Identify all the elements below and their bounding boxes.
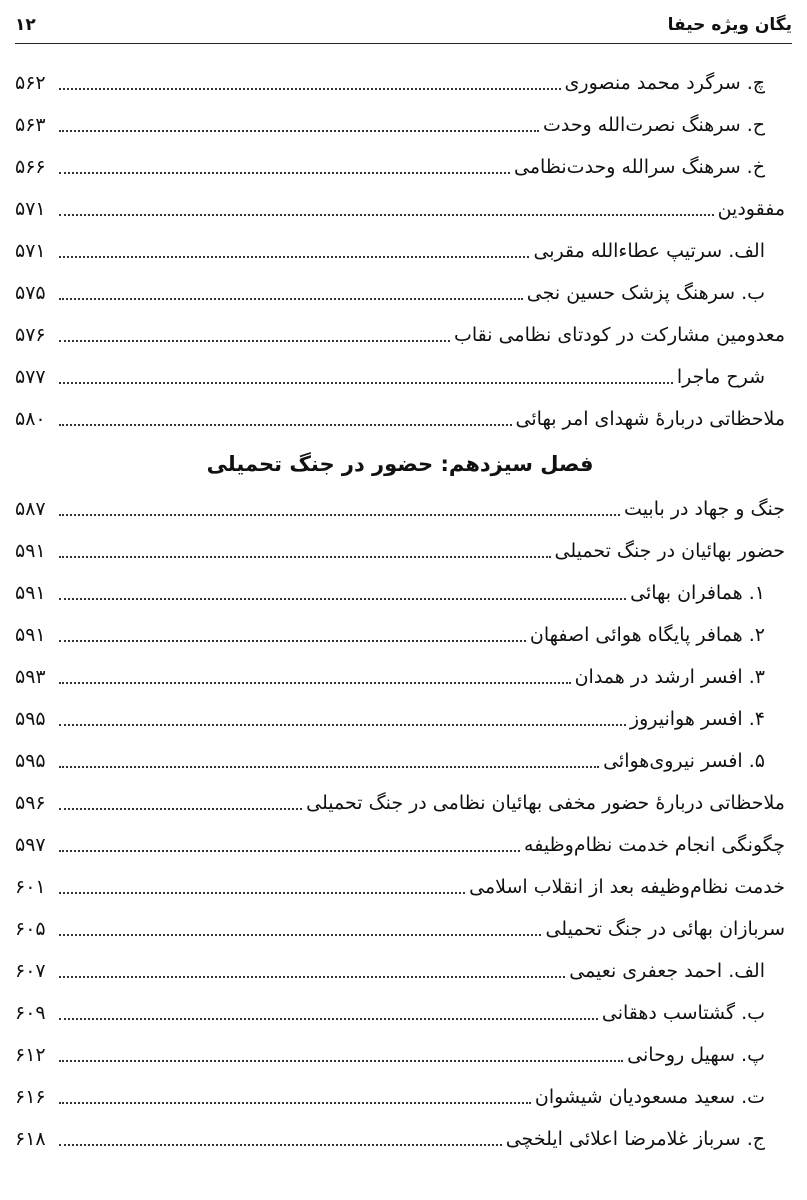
toc-entry-page: ۵۷۱ — [15, 198, 46, 220]
page-number: ۱۲ — [15, 15, 36, 35]
toc-entry-page: ۶۰۷ — [15, 960, 46, 982]
toc-entry-page: ۵۶۲ — [15, 72, 46, 94]
toc-entry — [15, 230, 785, 272]
toc-entry — [15, 908, 785, 950]
toc-entry-page: ۵۹۱ — [15, 582, 46, 604]
toc-entry-title: ۳. افسر ارشد در همدان — [574, 666, 765, 688]
toc-entry-page: ۶۰۱ — [15, 876, 46, 898]
toc-entry — [15, 1034, 785, 1076]
dot-leader — [59, 88, 561, 90]
dot-leader — [59, 640, 526, 642]
toc-entry — [15, 356, 785, 398]
toc-entry — [15, 1118, 785, 1160]
toc-entry-title: ب. سرهنگ پزشک حسین نجی — [526, 282, 765, 304]
toc-entry-page: ۵۹۱ — [15, 624, 46, 646]
dot-leader — [59, 724, 626, 726]
toc-entry-title: خدمت نظام‌وظیفه بعد از انقلاب اسلامی — [469, 876, 785, 898]
toc-entry-title: ۵. افسر نیروی‌هوائی — [603, 750, 765, 772]
dot-leader — [59, 934, 541, 936]
toc-entry-page: ۵۷۷ — [15, 366, 46, 388]
toc-entry-page: ۵۹۶ — [15, 792, 46, 814]
toc-group-b — [15, 488, 785, 1160]
toc-entry — [15, 824, 785, 866]
running-title: یگان ویژه حیفا — [667, 15, 792, 35]
toc-entry — [15, 62, 785, 104]
toc-group-a — [15, 62, 785, 440]
toc-entry — [15, 488, 785, 530]
toc-entry-title: شرح ماجرا — [676, 366, 765, 388]
toc-entry-title: الف. احمد جعفری نعیمی — [569, 960, 765, 982]
toc-entry-page: ۶۰۹ — [15, 1002, 46, 1024]
dot-leader — [59, 130, 539, 132]
toc-entry-page: ۵۷۱ — [15, 240, 46, 262]
toc-entry — [15, 1076, 785, 1118]
dot-leader — [59, 766, 599, 768]
dot-leader — [59, 514, 620, 516]
toc-entry — [15, 950, 785, 992]
header-divider — [15, 43, 792, 44]
toc-entry-page: ۵۶۶ — [15, 156, 46, 178]
toc-entry — [15, 104, 785, 146]
toc-entry-page: ۵۹۷ — [15, 834, 46, 856]
toc-entry-title: ج. سرباز غلامرضا اعلائی ایلخچی — [505, 1128, 765, 1150]
toc-entry-page: ۶۱۶ — [15, 1086, 46, 1108]
toc-entry — [15, 740, 785, 782]
toc-entry — [15, 530, 785, 572]
dot-leader — [59, 808, 302, 810]
dot-leader — [59, 1018, 598, 1020]
dot-leader — [59, 214, 714, 216]
dot-leader — [59, 340, 450, 342]
toc-entry-page: ۶۱۲ — [15, 1044, 46, 1066]
toc-entry-title: ت. سعید مسعودیان شیشوان — [534, 1086, 765, 1108]
toc-entry-page: ۵۸۰ — [15, 408, 46, 430]
dot-leader — [59, 298, 523, 300]
toc-entry-page: ۵۶۳ — [15, 114, 46, 136]
toc-entry-page: ۵۸۷ — [15, 498, 46, 520]
toc-entry-title: ملاحظاتی دربارهٔ شهدای امر بهائی — [515, 408, 785, 430]
toc-entry-title: ۴. افسر هوانیروز — [629, 708, 765, 730]
toc-entry — [15, 782, 785, 824]
toc-entry-page: ۵۹۱ — [15, 540, 46, 562]
toc-entry-page: ۵۹۵ — [15, 750, 46, 772]
toc-entry-page: ۵۷۶ — [15, 324, 46, 346]
dot-leader — [59, 892, 465, 894]
toc-entry-title: ح. سرهنگ نصرت‌الله وحدت — [542, 114, 765, 136]
dot-leader — [59, 1102, 531, 1104]
chapter-heading: فصل سیزدهم: حضور در جنگ تحمیلی — [206, 452, 594, 476]
toc-entry — [15, 656, 785, 698]
toc-entry-title: مفقودین — [717, 198, 785, 220]
dot-leader — [59, 598, 626, 600]
toc-entry-title: ملاحظاتی دربارهٔ حضور مخفی بهائیان نظامی در جنگ تحمیلی — [306, 792, 785, 814]
toc-entry — [15, 866, 785, 908]
toc-entry — [15, 698, 785, 740]
toc-entry-title: سربازان بهائی در جنگ تحمیلی — [545, 918, 785, 940]
toc-entry-page: ۵۷۵ — [15, 282, 46, 304]
toc-entry-title: چگونگی انجام خدمت نظام‌وظیفه — [524, 834, 785, 856]
toc-entry — [15, 572, 785, 614]
toc-entry-title: خ. سرهنگ سرالله وحدت‌نظامی — [514, 156, 765, 178]
dot-leader — [59, 424, 512, 426]
dot-leader — [59, 1144, 502, 1146]
toc-entry-title: ۱. همافران بهائی — [630, 582, 765, 604]
toc-entry — [15, 146, 785, 188]
toc-entry-title: جنگ و جهاد در بابیت — [624, 498, 785, 520]
page-header — [15, 10, 792, 40]
toc-entry — [15, 992, 785, 1034]
dot-leader — [59, 976, 565, 978]
toc-entry-title: ۲. همافر پایگاه هوائی اصفهان — [529, 624, 765, 646]
dot-leader — [59, 382, 673, 384]
toc-entry-title: ب. گشتاسب دهقانی — [601, 1002, 765, 1024]
toc-entry-page: ۵۹۵ — [15, 708, 46, 730]
dot-leader — [59, 682, 571, 684]
toc-entry-page: ۶۰۵ — [15, 918, 46, 940]
toc-entry — [15, 314, 785, 356]
toc-entry-title: چ. سرگرد محمد منصوری — [564, 72, 765, 94]
toc-entry — [15, 188, 785, 230]
toc-entry-title: الف. سرتیپ عطاءالله مقربی — [533, 240, 765, 262]
dot-leader — [59, 256, 529, 258]
toc-entry-title: پ. سهیل روحانی — [627, 1044, 765, 1066]
toc-entry-page: ۵۹۳ — [15, 666, 46, 688]
toc-entry — [15, 614, 785, 656]
toc-entry — [15, 398, 785, 440]
dot-leader — [59, 1060, 623, 1062]
dot-leader — [59, 850, 520, 852]
dot-leader — [59, 172, 510, 174]
toc-entry-title: حضور بهائیان در جنگ تحمیلی — [554, 540, 785, 562]
dot-leader — [59, 556, 551, 558]
toc-entry-title: معدومین مشارکت در کودتای نظامی نقاب — [453, 324, 785, 346]
toc-entry — [15, 272, 785, 314]
table-of-contents — [15, 62, 785, 1160]
toc-entry-page: ۶۱۸ — [15, 1128, 46, 1150]
